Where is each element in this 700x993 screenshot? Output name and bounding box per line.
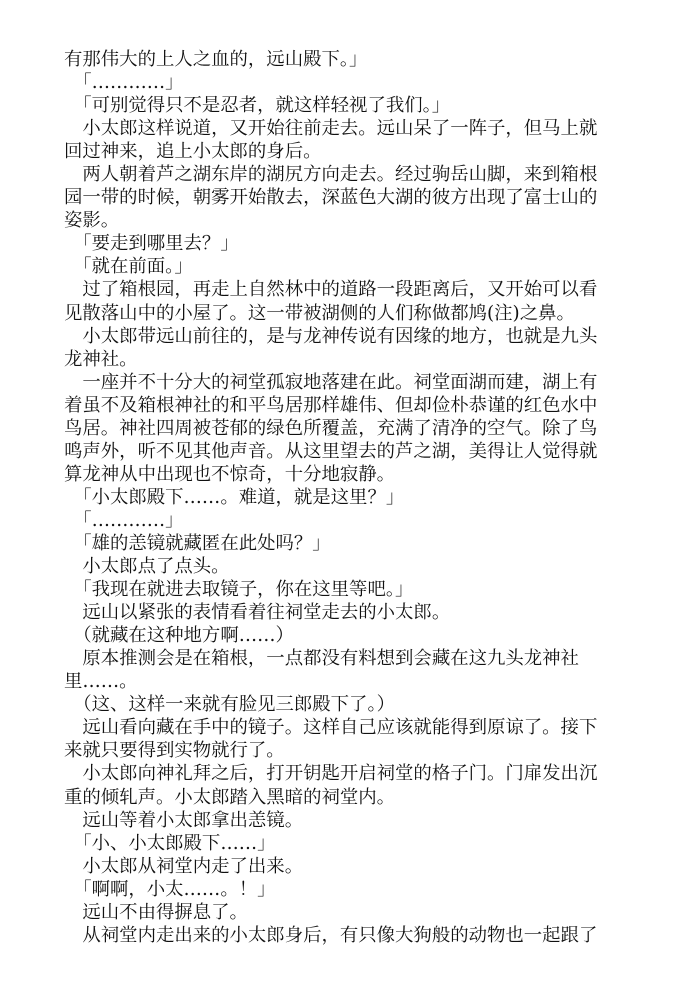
text-line: 两人朝着芦之湖东岸的湖尻方向走去。经过驹岳山脚，来到箱根 (64, 164, 598, 186)
text-line: 小太郎从祠堂内走了出来。 (64, 855, 304, 877)
text-line: （就藏在这种地方啊……） (64, 625, 294, 647)
text-line: 龙神社。 (64, 348, 138, 370)
text-line: 小太郎这样说道，又开始往前走去。远山呆了一阵子，但马上就 (64, 118, 598, 140)
text-line: 「可别觉得只不是忍者，就这样轻视了我们。」 (64, 95, 451, 117)
text-line: 「小太郎殿下……。难道，就是这里？」 (64, 486, 405, 508)
text-line: 「我现在就进去取镜子，你在这里等吧。」 (64, 579, 414, 601)
text-line: 重的倾轧声。小太郎踏入黑暗的祠堂内。 (64, 786, 396, 808)
text-line: 「就在前面。」 (64, 256, 193, 278)
text-line: 「…………」 (64, 509, 184, 531)
text-line: 来就只要得到实物就行了。 (64, 740, 285, 762)
text-line: （这、这样一来就有脸见三郎殿下了。） (64, 694, 396, 716)
text-line: 见散落山中的小屋了。这一带被湖侧的人们称做都鸠(注)之鼻。 (64, 302, 575, 324)
text-line: 小太郎点了点头。 (64, 556, 230, 578)
text-line: 鸣声外，听不见其他声音。从这里望去的芦之湖，美得让人觉得就 (64, 440, 598, 462)
text-line: 小太郎带远山前往的，是与龙神传说有因缘的地方，也就是九头 (64, 325, 598, 347)
text-line: 「要走到哪里去？」 (64, 233, 239, 255)
text-line: 鸟居。神社四周被苍郁的绿色所覆盖，充满了清净的空气。除了鸟 (64, 417, 598, 439)
text-body (64, 48, 628, 947)
text-line: 「小、小太郎殿下……」 (64, 832, 276, 854)
text-line: 里……。 (64, 671, 138, 693)
text-line: 园一带的时候，朝雾开始散去，深蓝色大湖的彼方出现了富士山的 (64, 187, 598, 209)
text-line: 原本推测会是在箱根，一点都没有料想到会藏在这九头龙神社 (64, 648, 579, 670)
text-line: 「雄的恙镜就藏匿在此处吗？」 (64, 532, 331, 554)
text-line: 一座并不十分大的祠堂孤寂地落建在此。祠堂面湖而建，湖上有 (64, 371, 598, 393)
text-line: 「啊啊，小太……。！」 (64, 878, 276, 900)
text-line: 远山等着小太郎拿出恙镜。 (64, 809, 304, 831)
text-line: 着虽不及箱根神社的和平鸟居那样雄伟、但却俭朴恭谨的红色水中 (64, 394, 598, 416)
text-line: 有那伟大的上人之血的，远山殿下。」 (64, 49, 368, 70)
text-line: 远山看向藏在手中的镜子。这样自己应该就能得到原谅了。接下 (64, 717, 598, 739)
text-line: 姿影。 (64, 210, 120, 232)
text-line: 「…………」 (64, 72, 184, 94)
text-line: 小太郎向神礼拜之后，打开钥匙开启祠堂的格子门。门扉发出沉 (64, 763, 598, 785)
text-line: 从祠堂内走出来的小太郎身后，有只像大狗般的动物也一起跟了 (64, 924, 598, 946)
text-line: 回过神来，追上小太郎的身后。 (64, 141, 322, 163)
text-line: 算龙神从中出现也不惊奇，十分地寂静。 (64, 463, 396, 485)
text-line: 远山以紧张的表情看着往祠堂走去的小太郎。 (64, 602, 451, 624)
text-line: 远山不由得摒息了。 (64, 901, 248, 923)
text-line: 过了箱根园，再走上自然林中的道路一段距离后，又开始可以看 (64, 279, 598, 301)
